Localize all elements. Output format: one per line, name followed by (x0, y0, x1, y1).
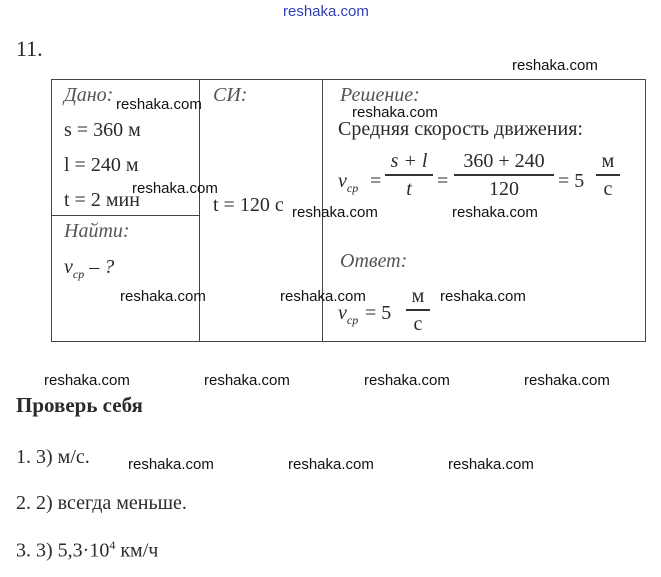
watermark: reshaka.com (524, 372, 610, 389)
given-find-divider (51, 215, 199, 216)
table-top-border (51, 79, 646, 80)
answer-lhs: $v_{ср}$ (338, 302, 359, 327)
table-bottom-border (51, 341, 646, 342)
watermark: reshaka.com (452, 204, 538, 221)
watermark: reshaka.com (280, 288, 366, 305)
answer-3: 3. 3) $5,3\cdot 10^4$ км/ч (16, 538, 159, 562)
watermark: reshaka.com (292, 204, 378, 221)
fraction-numeric: 360 + 240 120 (454, 150, 554, 200)
unit-m-per-s: м с (596, 150, 620, 200)
watermark: reshaka.com (132, 180, 218, 197)
watermark-top: reshaka.com (283, 3, 369, 20)
answer-unit: м с (406, 285, 430, 335)
watermark: reshaka.com (116, 96, 202, 113)
fraction-s-plus-l-over-t: s + l t (385, 150, 433, 200)
formula-eq2: = (437, 170, 449, 192)
watermark: reshaka.com (204, 372, 290, 389)
solution-header: Решение: (340, 84, 420, 106)
watermark: reshaka.com (512, 57, 598, 74)
solution-text: Средняя скорость движения: (338, 118, 583, 140)
si-value: t = 120 с (213, 194, 284, 216)
si-header: СИ: (213, 84, 248, 106)
table-left-border (51, 79, 52, 342)
given-header: Дано: (64, 84, 114, 106)
watermark: reshaka.com (440, 288, 526, 305)
table-right-border (645, 79, 646, 342)
find-value: $v_{ср}$ – ? (64, 256, 115, 281)
find-header: Найти: (64, 220, 130, 242)
given-item-t: t = 2 мин (64, 189, 140, 211)
answer-value: = 5 (365, 302, 392, 324)
watermark: reshaka.com (44, 372, 130, 389)
watermark: reshaka.com (352, 104, 438, 121)
given-item-s: s = 360 м (64, 119, 141, 141)
formula-eq1: = (370, 170, 382, 192)
watermark: reshaka.com (364, 372, 450, 389)
watermark: reshaka.com (120, 288, 206, 305)
formula-lhs: $v_{ср}$ (338, 170, 359, 195)
answer-1: 1. 3) м/с. (16, 446, 90, 468)
answer-2: 2. 2) всегда меньше. (16, 492, 187, 514)
problem-number: 11. (16, 36, 43, 61)
check-heading: Проверь себя (16, 393, 143, 417)
watermark: reshaka.com (448, 456, 534, 473)
answer-header: Ответ: (340, 250, 408, 272)
formula-result: = 5 (558, 170, 585, 192)
watermark: reshaka.com (128, 456, 214, 473)
given-item-l: l = 240 м (64, 154, 139, 176)
watermark: reshaka.com (288, 456, 374, 473)
